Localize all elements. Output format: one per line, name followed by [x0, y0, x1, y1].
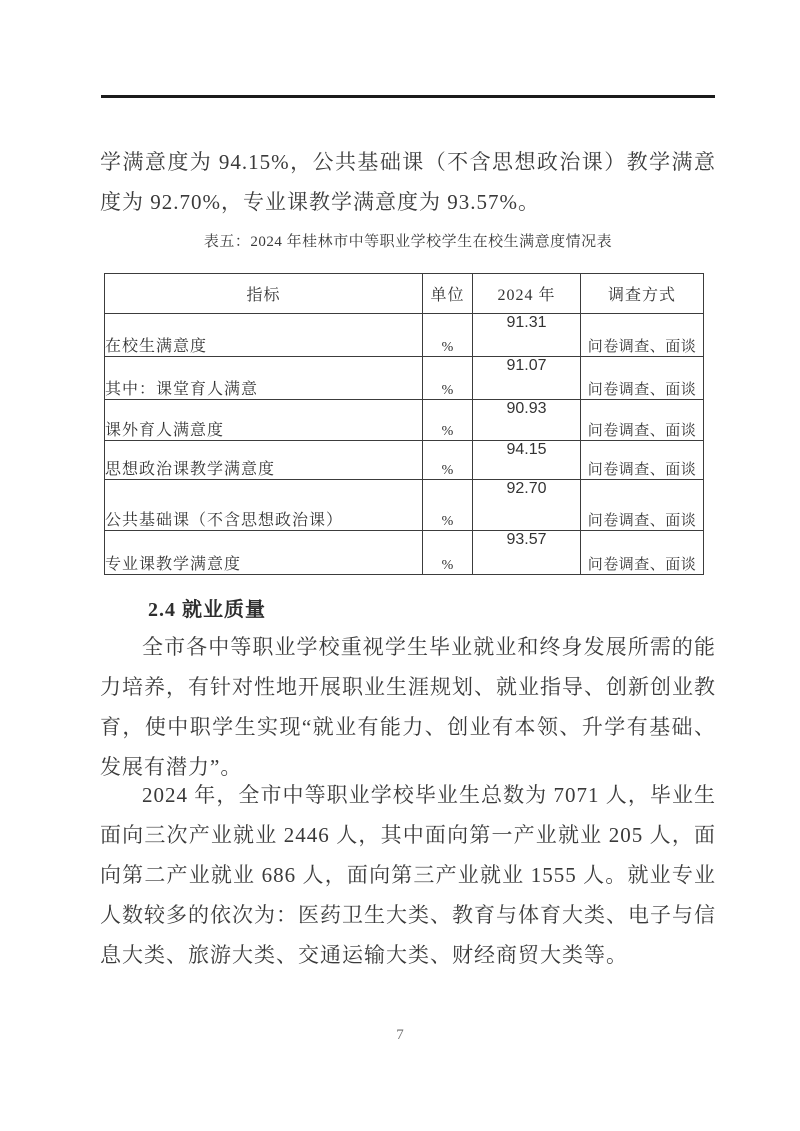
unit-cell: %: [423, 480, 473, 531]
indicator-cell: 专业课教学满意度: [105, 531, 423, 575]
method-cell: 问卷调查、面谈: [581, 441, 704, 480]
table-row: [105, 480, 704, 531]
value-cell: 90.93: [473, 400, 581, 441]
table-caption: 表五：2024 年桂林市中等职业学校学生在校生满意度情况表: [203, 234, 613, 250]
intro-paragraph: 学满意度为 94.15%，公共基础课（不含思想政治课）教学满意度为 92.70%，专业课教学满意度为 93.57%。: [100, 150, 716, 214]
table-header-row: [105, 274, 704, 314]
value-cell: 92.70: [473, 480, 581, 531]
table-row: [105, 357, 704, 400]
method-cell: 问卷调查、面谈: [581, 531, 704, 575]
column-header-method: 调查方式: [581, 274, 704, 314]
indicator-cell: 课外育人满意度: [105, 400, 423, 441]
unit-cell: %: [423, 314, 473, 357]
value-cell: 94.15: [473, 441, 581, 480]
value-cell: 91.07: [473, 357, 581, 400]
page-number: 7: [396, 1027, 404, 1043]
method-cell: 问卷调查、面谈: [581, 400, 704, 441]
value-cell: 91.31: [473, 314, 581, 357]
value-cell: 93.57: [473, 531, 581, 575]
table-row: [105, 314, 704, 357]
unit-cell: %: [423, 441, 473, 480]
unit-cell: %: [423, 400, 473, 441]
indicator-cell: 其中：课堂育人满意: [105, 357, 423, 400]
indicator-cell: 公共基础课（不含思想政治课）: [105, 480, 423, 531]
table-row: [105, 531, 704, 575]
employment-paragraph-1: 全市各中等职业学校重视学生毕业就业和终身发展所需的能力培养，有针对性地开展职业生涯规划、就业指导、创新创业教育，使中职学生实现“就业有能力、创业有本领、升学有基础、发展有潜力”。: [100, 635, 716, 779]
table-row: [105, 400, 704, 441]
method-cell: 问卷调查、面谈: [581, 314, 704, 357]
section-heading: 2.4 就业质量: [148, 599, 266, 621]
column-header-unit: 单位: [423, 274, 473, 314]
method-cell: 问卷调查、面谈: [581, 357, 704, 400]
method-cell: 问卷调查、面谈: [581, 480, 704, 531]
satisfaction-table: [104, 273, 704, 575]
indicator-cell: 思想政治课教学满意度: [105, 441, 423, 480]
unit-cell: %: [423, 531, 473, 575]
indicator-cell: 在校生满意度: [105, 314, 423, 357]
employment-paragraph-2: 2024 年，全市中等职业学校毕业生总数为 7071 人，毕业生面向三次产业就业 2446 人，其中面向第一产业就业 205 人，面向第二产业就业 686 人，面向第三产业就业 1555 人。就业专业人数较多的依次为：医药卫生大类、教育与体育大类、电子与信息大类、旅游大类、交通运输大类、财经商贸大类等。: [100, 783, 716, 967]
page-header-rule: [101, 95, 715, 98]
column-header-year: 2024 年: [473, 274, 581, 314]
column-header-indicator: 指标: [105, 274, 423, 314]
unit-cell: %: [423, 357, 473, 400]
satisfaction-table-wrapper: [104, 273, 704, 575]
table-row: [105, 441, 704, 480]
